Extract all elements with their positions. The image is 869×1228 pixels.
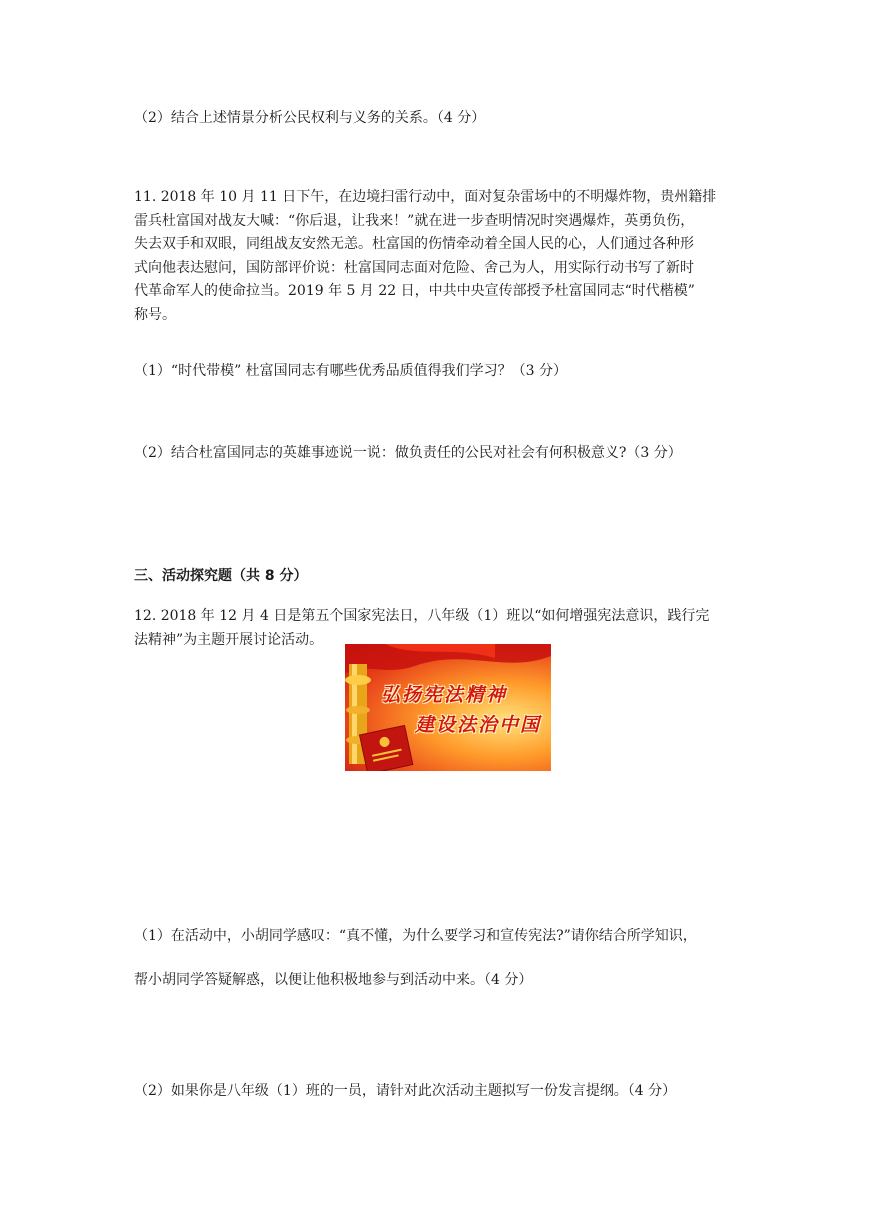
banner-line-1: 弘扬宪法精神 xyxy=(381,684,508,706)
q12-sub1 xyxy=(134,914,740,1002)
q12-line: 法精神”为主题开展讨论活动。 xyxy=(134,631,324,648)
q12-sub1-line: （1）在活动中，小胡同学感叹：“真不懂，为什么要学习和宣传宪法?”请你结合所学知识， xyxy=(134,928,697,944)
q11-sub1: （1）“时代带模” 杜富国同志有哪些优秀品质值得我们学习？（3 分） xyxy=(134,363,568,379)
q11-line: 称号。 xyxy=(134,306,176,323)
banner-decoration xyxy=(345,644,551,771)
q11-line: 代革命军人的使命拉当。2019 年 5 月 22 日，中共中央宣传部授予杜富国同志“时代楷模” xyxy=(134,283,695,300)
q11-line: 11. 2018 年 10 月 11 日下午，在边境扫雷行动中，面对复杂雷场中的不明爆炸物，贵州籍排 xyxy=(134,189,717,205)
constitution-book-icon xyxy=(360,725,413,771)
q10-sub2: （2）结合上述情景分析公民权利与义务的关系。（4 分） xyxy=(134,110,486,126)
q11-line: 式向他表达慰问，国防部评价说：杜富国同志面对危险、舍己为人，用实际行动书写了新时 xyxy=(134,259,694,276)
q12-line: 12. 2018 年 12 月 4 日是第五个国家宪法日，八年级（1）班以“如何增强宪法意识，践行完 xyxy=(134,608,710,624)
q12-sub1-line: 帮小胡同学答疑解惑，以便让他积极地参与到活动中来。（4 分） xyxy=(134,972,533,988)
q11-stem xyxy=(134,186,740,328)
q11-line: 雷兵杜富国对战友大喊：“你后退，让我来！”就在进一步查明情况时突遇爆炸，英勇负伤， xyxy=(134,212,695,229)
q11-line: 失去双手和双眼，同组战友安然无恙。杜富国的伤情牵动着全国人民的心，人们通过各种形 xyxy=(134,236,694,253)
q12-sub2: （2）如果你是八年级（1）班的一员，请针对此次活动主题拟写一份发言提纲。（4 分） xyxy=(134,1083,677,1099)
section-heading: 三、活动探究题（共 8 分） xyxy=(134,568,308,584)
constitution-banner-image xyxy=(345,644,551,771)
banner-line-2: 建设法治中国 xyxy=(415,714,542,736)
q11-sub2: （2）结合杜富国同志的英雄事迹说一说：做负责任的公民对社会有何积极意义?（3 分） xyxy=(134,445,682,461)
